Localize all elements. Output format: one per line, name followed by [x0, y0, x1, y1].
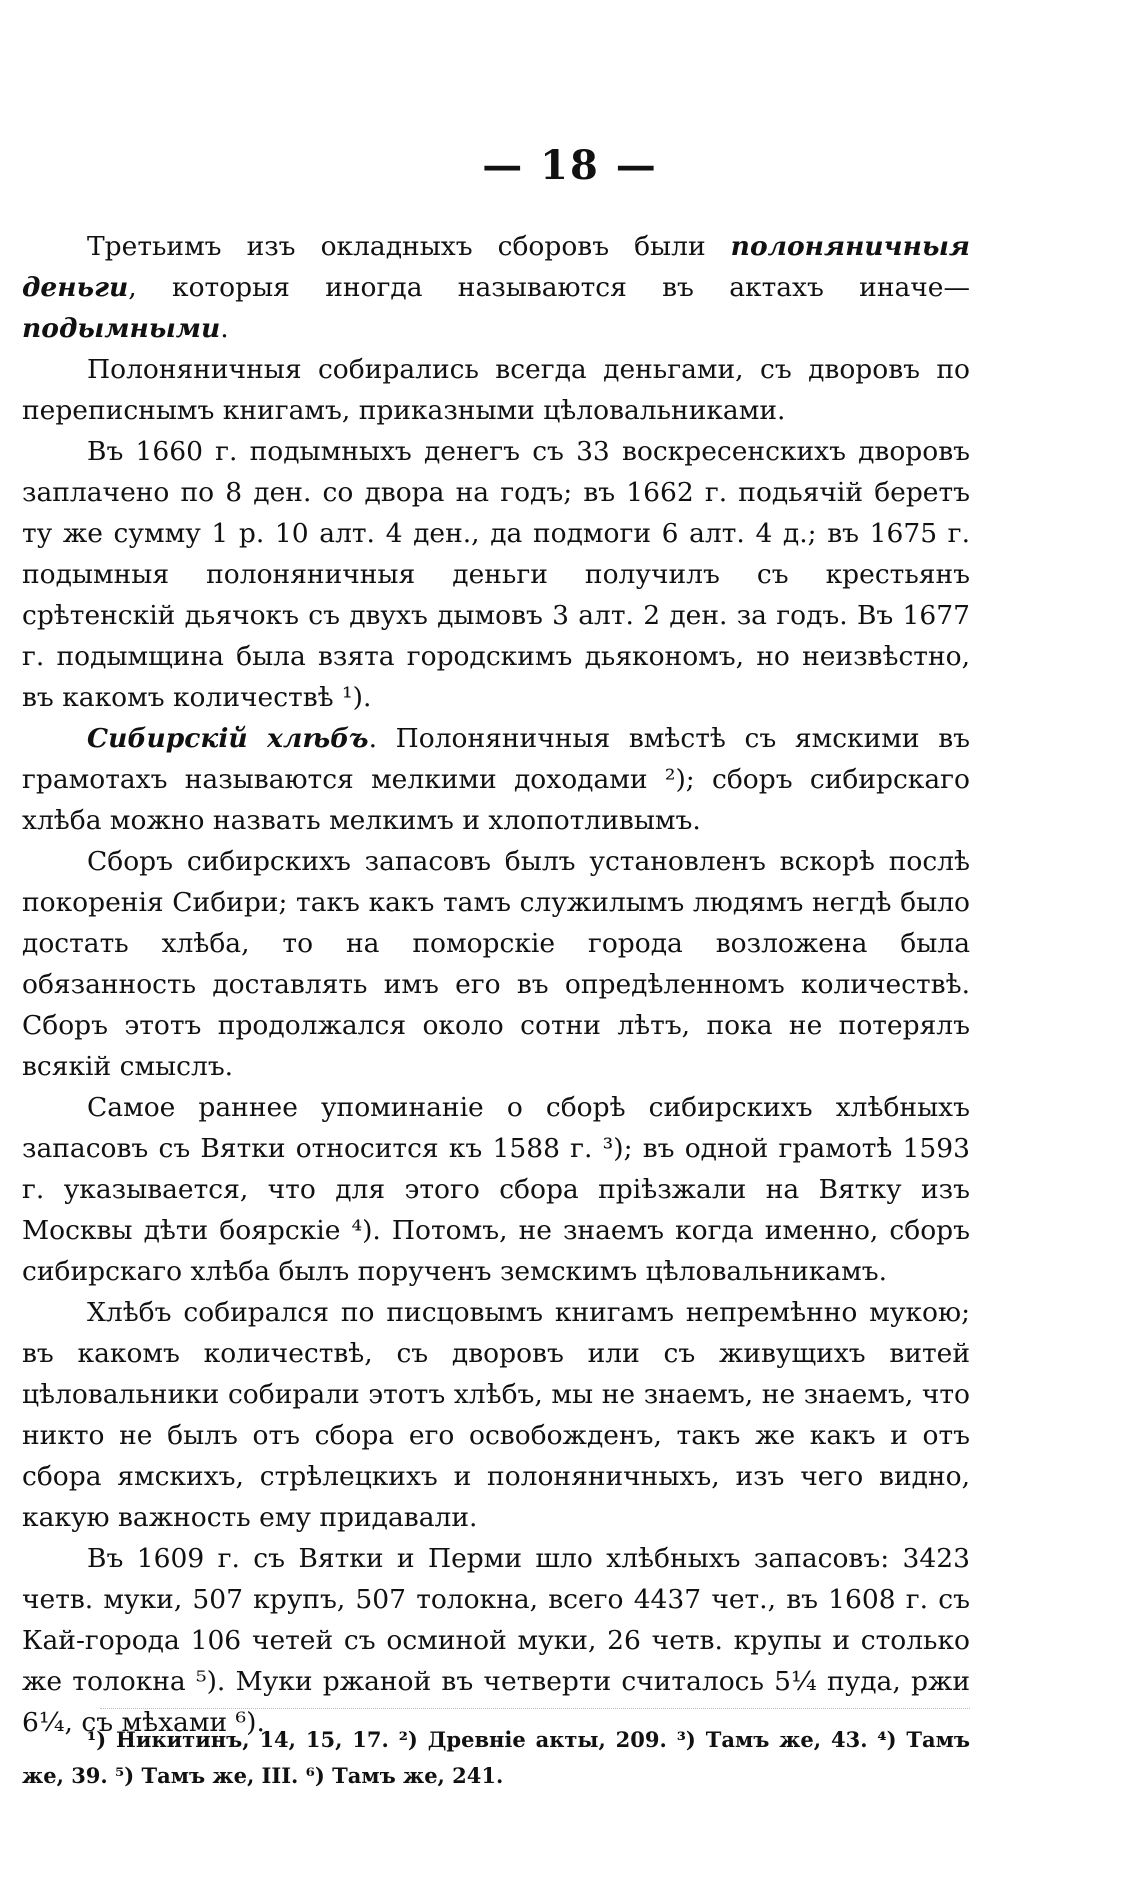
paragraph-1-text-b: , которыя иногда называются въ актахъ иначе— [128, 272, 970, 303]
paragraph-1-text-a: Третьимъ изъ окладныхъ сборовъ были [87, 231, 731, 262]
footnote-rule [100, 1708, 970, 1709]
footnotes: ¹) Никитинъ, 14, 15, 17. ²) Древніе акты, 209. ³) Тамъ же, 43. ⁴) Тамъ же, 39. ⁵) Тамъ же, III. ⁶) Тамъ же, 241. [22, 1727, 970, 1788]
paragraph-7: Хлѣбъ собирался по писцовымъ книгамъ непремѣнно мукою; въ какомъ количествѣ, съ дворовъ или съ живущихъ витей цѣловальники собирали этотъ хлѣбъ, мы не знаемъ, не знаемъ, что никто не былъ отъ сбора его освобожденъ, такъ же какъ и отъ сбора ямскихъ, стрѣлецкихъ и полоняничныхъ, изъ чего видно, какую важность ему придавали. [22, 1297, 970, 1533]
paragraph-4-text: . Полоняничныя вмѣстѣ съ ямскими въ грамотахъ называются мелкими доходами ²); сборъ сибирскаго хлѣба можно назвать мелкимъ и хлопотливымъ. [22, 723, 970, 836]
paragraph-5: Сборъ сибирскихъ запасовъ былъ установленъ вскорѣ послѣ покоренія Сибири; такъ какъ тамъ служилымъ людямъ негдѣ было достать хлѣба, то на поморскіе города возложена была обязанность доставлять имъ его въ опредѣленномъ количествѣ. Сборъ этотъ продолжался около сотни лѣтъ, пока не потерялъ всякій смыслъ. [22, 846, 970, 1082]
page-number: — 18 — [482, 142, 658, 189]
paragraph-2: Полоняничныя собирались всегда деньгами, съ дворовъ по переписнымъ книгамъ, приказными цѣловальниками. [22, 354, 970, 426]
paragraph-8: Въ 1609 г. съ Вятки и Перми шло хлѣбныхъ запасовъ: 3423 четв. муки, 507 крупъ, 507 толокна, всего 4437 чет., въ 1608 г. съ Кай-города 106 четей съ осминой муки, 26 четв. крупы и столько же толокна ⁵). Муки ржаной въ четверти считалось 5¼ пуда, ржи 6¼, съ мѣхами ⁶). [22, 1543, 970, 1738]
paragraph-1-emphasis-a: полоняничныя деньги [22, 231, 970, 303]
paragraph-1-emphasis-b: подымными [22, 313, 221, 344]
paragraph-1-text-c: . [220, 313, 229, 344]
main-text [22, 226, 970, 1743]
paragraph-1 [22, 226, 970, 349]
paragraph-4-emphasis: Сибирскій хлѣбъ [87, 723, 369, 754]
paragraph-4 [22, 718, 970, 841]
paragraph-6: Самое раннее упоминаніе о сборѣ сибирскихъ хлѣбныхъ запасовъ съ Вятки относится къ 1588 г. ³); въ одной грамотѣ 1593 г. указывается, что для этого сбора пріѣзжали на Вятку изъ Москвы дѣти боярскіе ⁴). Потомъ, не знаемъ когда именно, сборъ сибирскаго хлѣба былъ порученъ земскимъ цѣловальникамъ. [22, 1092, 970, 1287]
paragraph-3: Въ 1660 г. подымныхъ денегъ съ 33 воскресенскихъ дворовъ заплачено по 8 ден. со двора на годъ; въ 1662 г. подьячій беретъ ту же сумму 1 р. 10 алт. 4 ден., да подмоги 6 алт. 4 д.; въ 1675 г. подымныя полоняничныя деньги получилъ съ крестьянъ срѣтенскій дьячокъ съ двухъ дымовъ 3 алт. 2 ден. за годъ. Въ 1677 г. подымщина была взята городскимъ дьякономъ, но неизвѣстно, въ какомъ количествѣ ¹). [22, 436, 970, 713]
